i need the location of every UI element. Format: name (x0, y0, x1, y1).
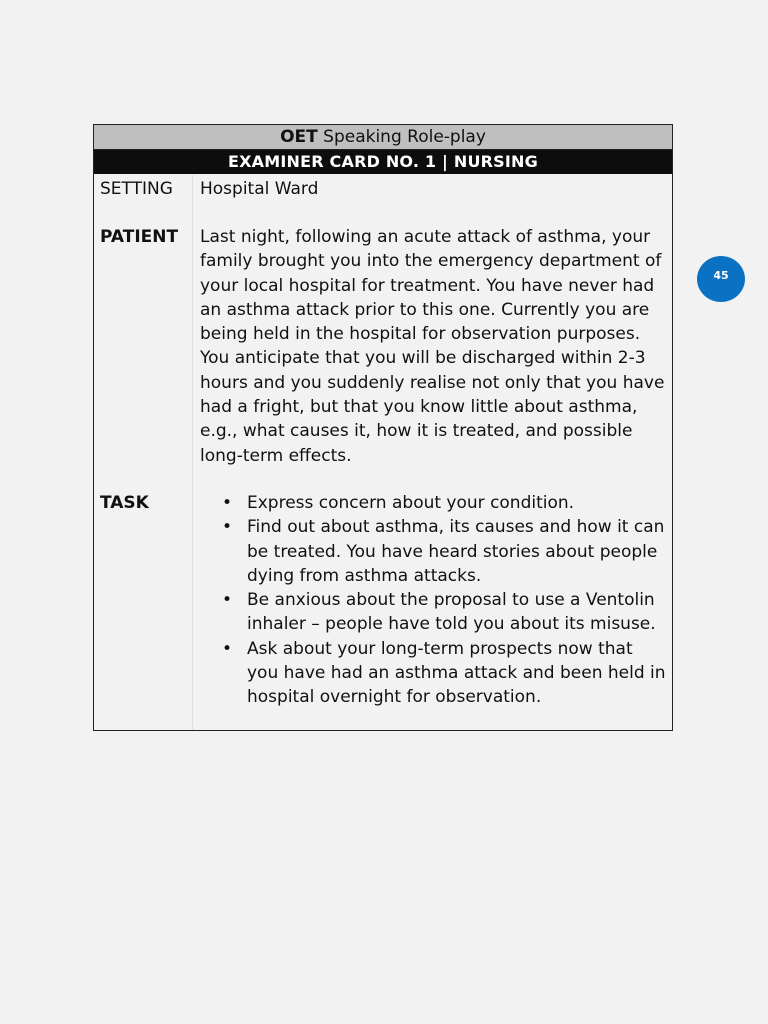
task-text: Express concern about your condition. (247, 493, 575, 513)
bullet-icon: • (222, 517, 233, 538)
task-list-container (200, 491, 666, 710)
list-item (200, 637, 666, 710)
page-number-badge: 45 (697, 256, 745, 302)
setting-label: SETTING (100, 179, 173, 199)
bullet-icon: • (222, 590, 233, 611)
list-item (200, 515, 666, 588)
header-subtitle: Speaking Role-play (317, 127, 486, 147)
header-oet: OET (280, 127, 318, 147)
task-label: TASK (100, 493, 149, 513)
list-item (200, 491, 666, 515)
bullet-icon: • (222, 638, 233, 659)
card-header (94, 125, 672, 150)
card-title: EXAMINER CARD NO. 1 | NURSING (94, 150, 672, 174)
column-divider (192, 175, 193, 730)
list-item (200, 588, 666, 637)
bullet-icon: • (222, 493, 233, 513)
patient-label: PATIENT (100, 227, 179, 247)
examiner-card (93, 124, 673, 731)
task-text: Find out about asthma, its causes and how it can be treated. You have heard stories about people dying from asthma attacks. (247, 517, 665, 586)
task-text: Ask about your long-term prospects now that you have had an asthma attack and been held in hospital overnight for observation. (247, 638, 666, 708)
task-text: Be anxious about the proposal to use a Ventolin inhaler – people have told you about its misuse. (247, 590, 656, 635)
setting-value: Hospital Ward (200, 179, 319, 199)
task-list (200, 491, 666, 710)
card-body (94, 175, 672, 730)
patient-text: Last night, following an acute attack of asthma, your family brought you into the emergency department of your local hospital for treatment. You have never had an asthma attack prior to this one. Currently you are being held in the hospital for observation purposes. You anticipate that you will be discharged within 2-3 hours and you suddenly realise not only that you have had a fright, but that you know little about asthma, e.g., what causes it, how it is treated, and possible long-term effects. (200, 227, 665, 466)
